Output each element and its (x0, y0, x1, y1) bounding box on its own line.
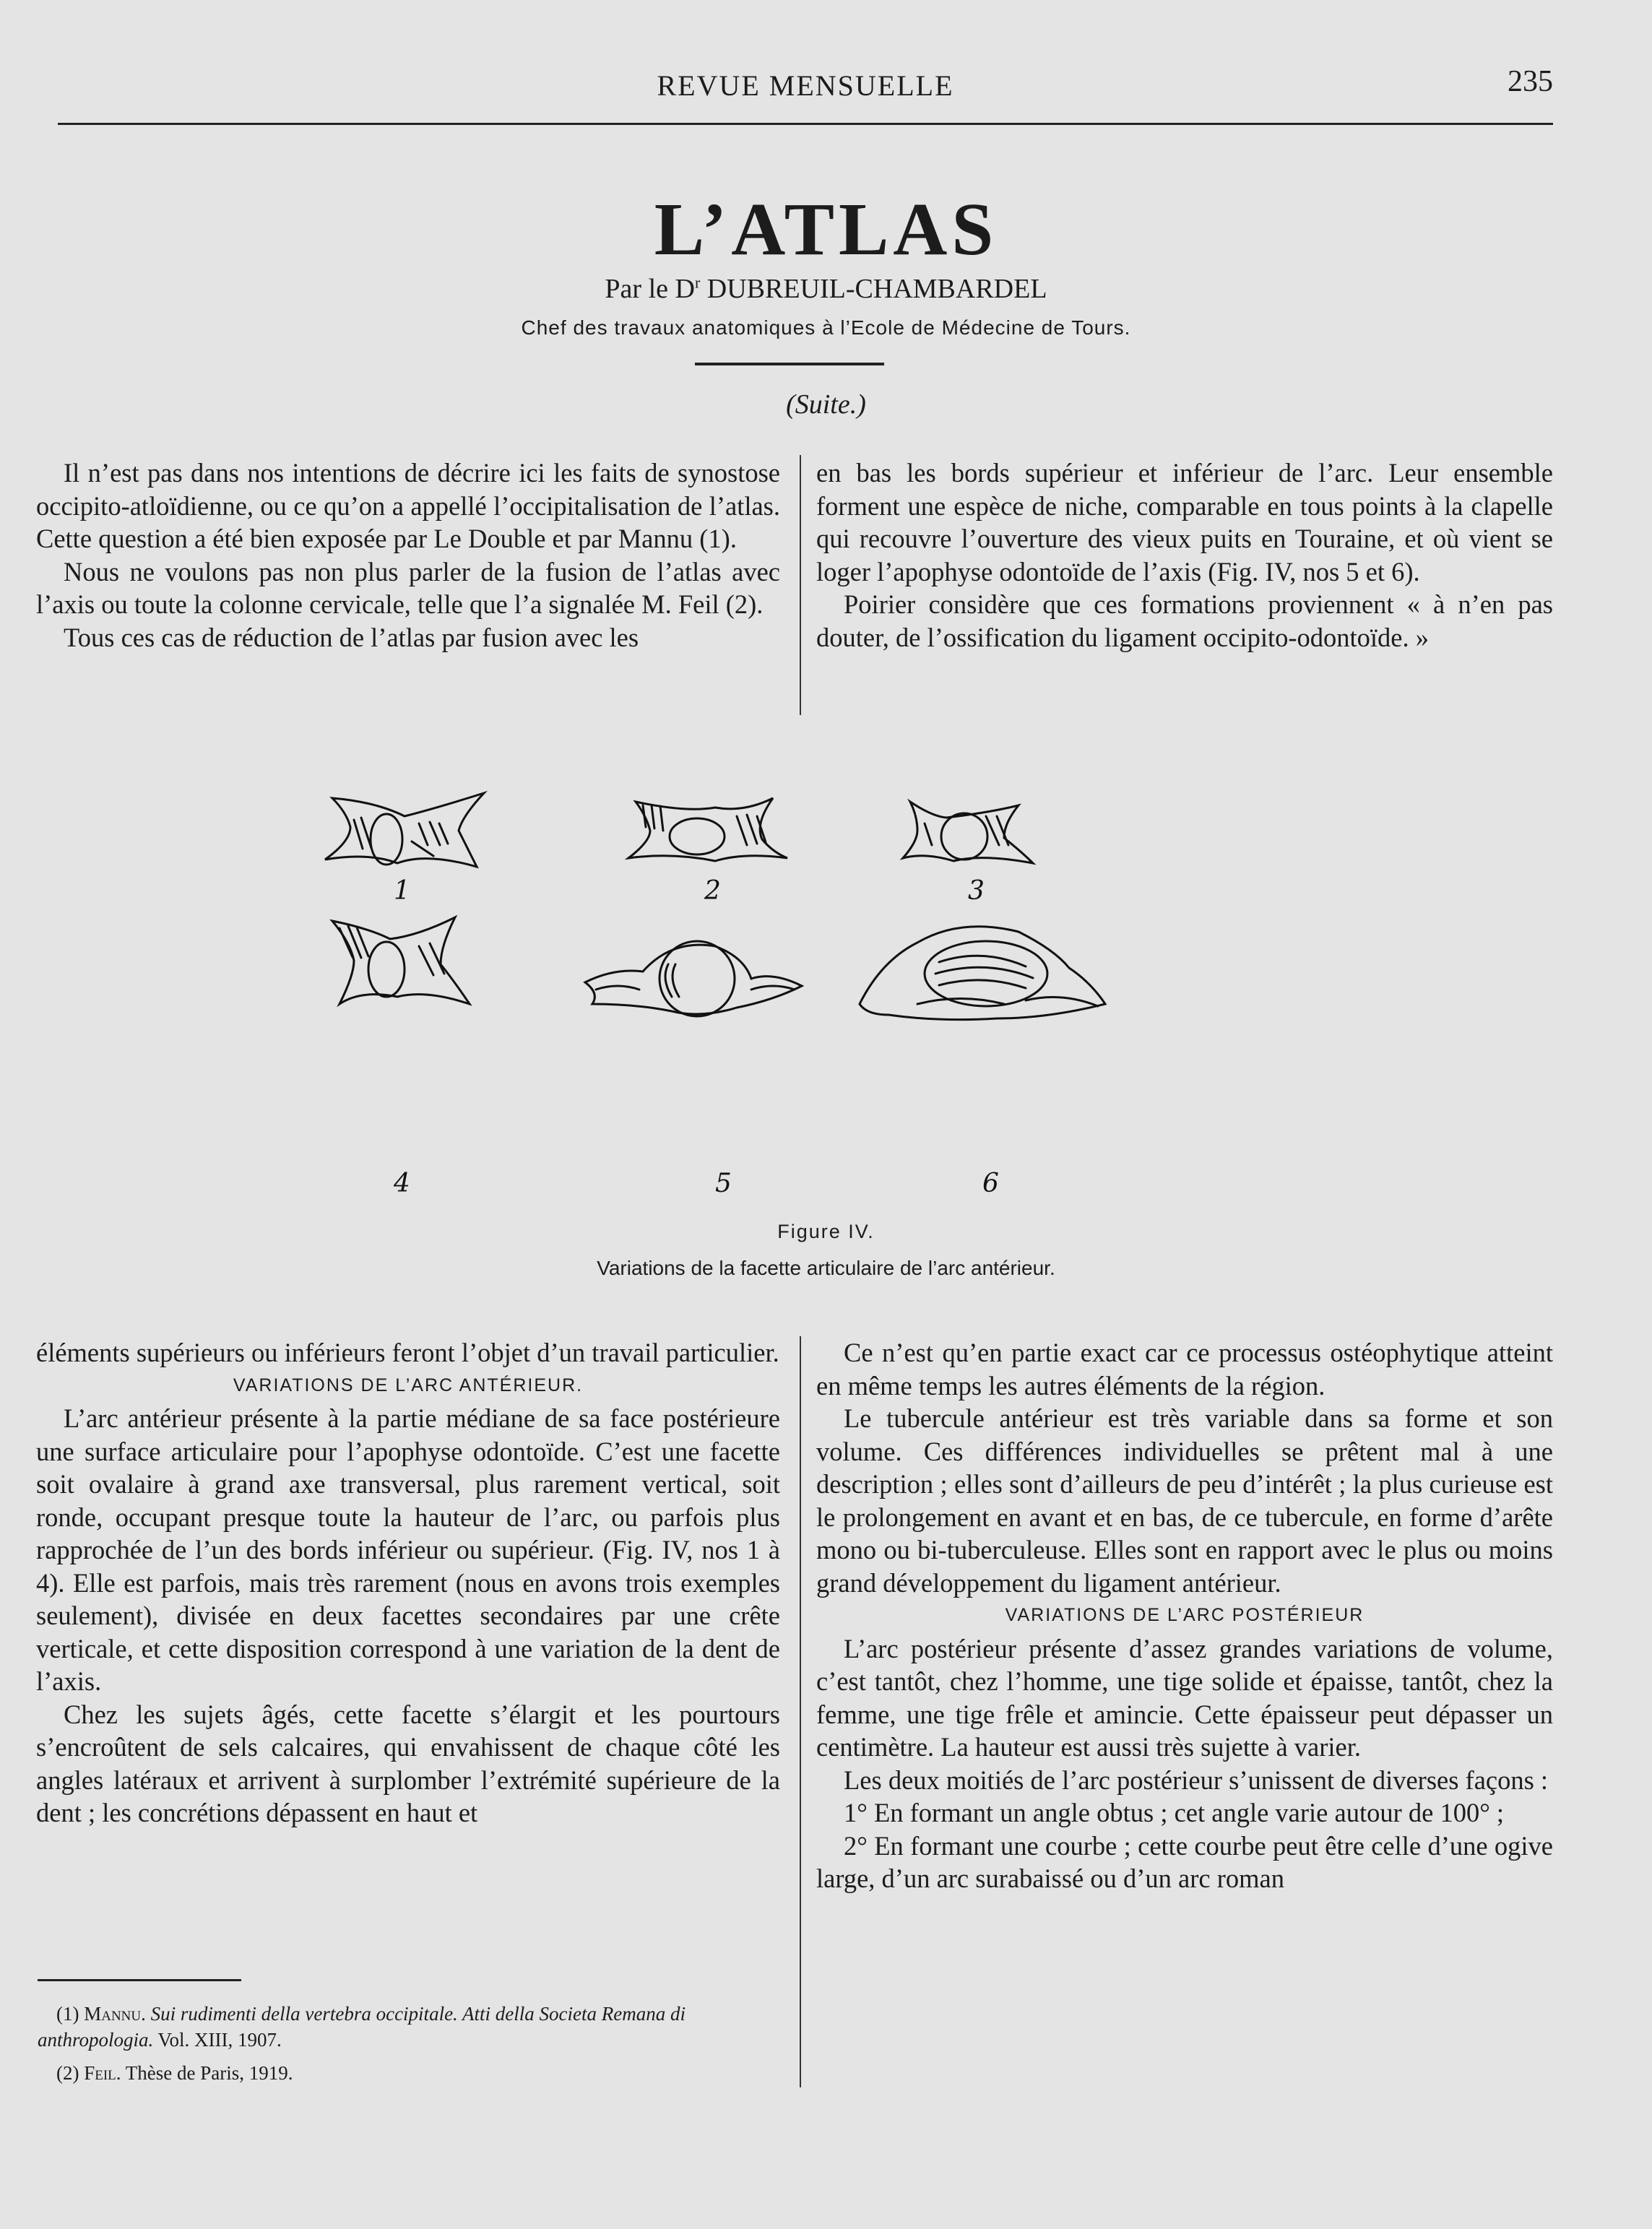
footnote-author: Feil. (84, 2062, 121, 2084)
footnote-author: Mannu. (84, 2003, 146, 2025)
paragraph: Ce n’est qu’en partie exact car ce processus ostéophytique atteint en même temps les autres éléments de la région. (816, 1338, 1553, 1401)
figure-label: Figure IV. (777, 1221, 875, 1242)
footnote-reference: Thèse de Paris, 1919. (121, 2062, 293, 2084)
running-title: REVUE MENSUELLE (657, 69, 954, 102)
paragraph: Tous ces cas de réduction de l’atlas par fusion avec les (64, 622, 639, 652)
paragraph: Nous ne voulons pas non plus parler de la fusion de l’atlas avec l’axis ou toute la colonne cervicale, telle que l’a signalée M. Feil (2). (36, 556, 780, 619)
page-number: 235 (1508, 65, 1553, 98)
byline-author: DUBREUIL-CHAMBARDEL (700, 274, 1047, 304)
paragraph: 1° En formant un angle obtus ; cet angle varie autour de 100° ; (844, 1798, 1505, 1827)
footnotes (38, 2001, 782, 2093)
figure-number-6: 6 (982, 1169, 999, 1198)
running-head (58, 65, 1553, 112)
atlas-sketch-6 (860, 927, 1105, 1020)
atlas-sketch-2 (628, 798, 787, 861)
figure-number-3: 3 (968, 876, 985, 906)
footnote-title: Sui rudimenti della vertebra occipitale. Atti della Societa Remana di anthropologia. (38, 2003, 686, 2051)
figure-drawings (311, 773, 1163, 1221)
footnote-2 (38, 2060, 782, 2086)
bottom-left-column (36, 1336, 780, 1830)
paragraph: éléments supérieurs ou inférieurs feront l’objet d’un travail particulier. (36, 1338, 779, 1367)
paragraph: Poirier considère que ces formations proviennent « à n’en pas douter, de l’ossification du ligament occipito-odontoïde. » (816, 589, 1553, 652)
top-right-column (816, 456, 1553, 654)
byline-prefix: Par le D (605, 274, 695, 304)
top-left-column (36, 456, 780, 654)
paragraph: L’arc antérieur présente à la partie médiane de sa face postérieure une surface articulaire pour l’apophyse odontoïde. C’est une facette soit ovalaire à grand axe transversal, plus rarement vertical, soit ronde, occupant presque toute la hauteur de l’arc, ou parfois plus rapprochée de l’un des bords inférieur ou supérieur. (Fig. IV, nos 1 à 4). Elle est parfois, mais très rarement (nous en avons trois exemples seulement), divisée en deux facettes secondaires par une crête verticale, et cette disposition correspond à une variation de la dent de l’axis. (36, 1403, 780, 1696)
byline (0, 273, 1652, 305)
column-divider (800, 1336, 801, 2087)
footnote-rule (38, 1979, 241, 1981)
paragraph: L’arc postérieur présente d’assez grandes variations de volume, c’est tantôt, chez l’homme, une tige solide et épaisse, tantôt, chez la femme, une tige frêle et amincie. Cette épaisseur peut dépasser un centimètre. La hauteur est aussi très sujette à varier. (816, 1633, 1553, 1762)
figure-iv (311, 773, 1163, 1221)
column-divider (800, 455, 801, 715)
footnote-number: (2) (56, 2062, 85, 2084)
footnote-reference: Vol. XIII, 1907. (153, 2029, 282, 2051)
paragraph: Il n’est pas dans nos intentions de décrire ici les faits de synostose occipito-atloïdienne, ou ce qu’on a appellé l’occipitalisation de l’atlas. Cette question a été bien exposée par Le Double et par Mannu (1). (36, 458, 780, 553)
paragraph: Chez les sujets âgés, cette facette s’élargit et les pourtours s’encroûtent de sels calcaires, qui envahissent de chaque côté les angles latéraux et arrivent à surplomber l’extrémité supérieure de la dent ; les concrétions dépassent en haut et (36, 1699, 780, 1827)
figure-number-1: 1 (394, 876, 410, 906)
figure-caption: Variations de la facette articulaire de l’arc antérieur. (597, 1257, 1055, 1279)
figure-number-5: 5 (715, 1169, 732, 1198)
figure-number-4: 4 (394, 1169, 410, 1198)
section-heading-posterior: VARIATIONS DE L’ARC POSTÉRIEUR (1005, 1605, 1365, 1625)
byline-sup: r (694, 273, 701, 292)
bottom-right-column (816, 1336, 1553, 1895)
atlas-sketch-5 (585, 941, 802, 1016)
header-rule (58, 123, 1553, 125)
article-title: L’ATLAS (654, 188, 998, 271)
footnote-1 (38, 2001, 782, 2053)
atlas-sketch-1 (325, 793, 484, 867)
paragraph: 2° En formant une courbe ; cette courbe peut être celle d’une ogive large, d’un arc surabaissé ou d’un arc roman (816, 1830, 1553, 1893)
title-rule (695, 363, 884, 365)
paragraph: en bas les bords supérieur et inférieur de l’arc. Leur ensemble forment une espèce de niche, comparable en tous points à la clapelle qui recouvre l’ouverture des vieux puits en Touraine, et où vient se loger l’apophyse odontoïde de l’axis (Fig. IV, nos 5 et 6). (816, 458, 1553, 587)
affiliation: Chef des travaux anatomiques à l’Ecole de Médecine de Tours. (521, 316, 1131, 339)
atlas-sketch-3 (903, 802, 1033, 863)
atlas-sketch-4 (332, 917, 470, 1004)
paragraph: Le tubercule antérieur est très variable dans sa forme et son volume. Ces différences individuelles se prêtent mal à une description ; elles sont d’ailleurs de peu d’intérêt ; la plus curieuse est le prolongement en avant et en bas, de ce tubercule, en forme d’arête mono ou bi-tuberculeuse. Elles sont en rapport avec le plus ou moins grand développement du ligament antérieur. (816, 1403, 1553, 1598)
paragraph: Les deux moitiés de l’arc postérieur s’unissent de diverses façons : (844, 1765, 1549, 1795)
suite-label: (Suite.) (786, 389, 866, 420)
figure-number-2: 2 (704, 876, 721, 906)
footnote-number: (1) (56, 2003, 85, 2025)
section-heading-anterior: VARIATIONS DE L’ARC ANTÉRIEUR. (233, 1375, 584, 1395)
